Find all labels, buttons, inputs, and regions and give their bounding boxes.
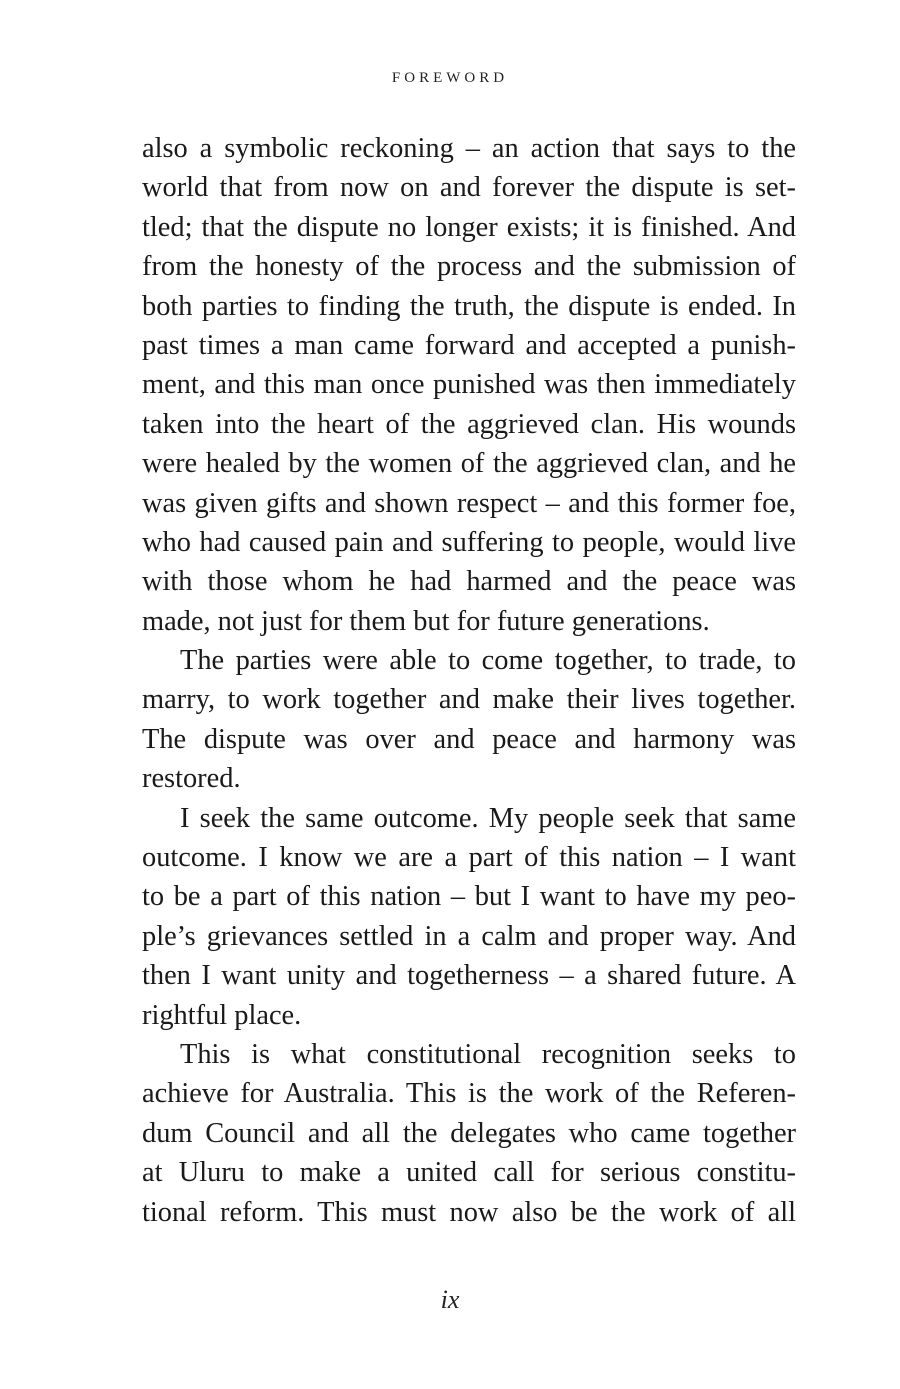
text-line: The dispute was over and peace and harmony was	[142, 723, 796, 755]
text-line: taken into the heart of the aggrieved clan. His wounds	[142, 408, 796, 440]
text-line: The parties were able to come together, to trade, to	[180, 645, 796, 677]
text-line: with those whom he had harmed and the peace was	[142, 566, 796, 598]
text-line: were healed by the women of the aggrieved clan, and he	[142, 448, 796, 480]
text-line: world that from now on and forever the dispute is set-	[142, 172, 796, 204]
text-line: dum Council and all the delegates who came together	[142, 1117, 796, 1149]
text-line: marry, to work together and make their lives together.	[142, 684, 796, 716]
text-line: was given gifts and shown respect – and this former foe,	[142, 487, 796, 519]
text-line: then I want unity and togetherness – a shared future. A	[142, 960, 796, 992]
text-line: both parties to finding the truth, the dispute is ended. In	[142, 290, 796, 322]
text-line: This is what constitutional recognition seeks to	[180, 1038, 796, 1070]
body-text	[142, 129, 796, 1232]
text-line: tional reform. This must now also be the work of all	[142, 1196, 796, 1228]
text-line: to be a part of this nation – but I want to have my peo-	[142, 881, 796, 913]
page-number: ix	[440, 1285, 460, 1314]
text-line: achieve for Australia. This is the work of the Referen-	[142, 1078, 796, 1110]
text-line: also a symbolic reckoning – an action that says to the	[142, 133, 796, 164]
text-line: rightful place.	[142, 999, 302, 1031]
text-line: who had caused pain and suffering to people, would live	[142, 526, 796, 558]
text-line: from the honesty of the process and the submission of	[142, 251, 796, 283]
text-line: past times a man came forward and accepted a punish-	[142, 329, 796, 361]
running-head: FOREWORD	[391, 70, 509, 86]
text-line: outcome. I know we are a part of this nation – I want	[142, 842, 796, 874]
text-line: at Uluru to make a united call for serious constitu-	[142, 1157, 796, 1189]
text-line: tled; that the dispute no longer exists; it is finished. And	[142, 211, 796, 243]
text-line: restored.	[142, 763, 241, 795]
text-line: ment, and this man once punished was then immediately	[142, 369, 796, 401]
text-line: made, not just for them but for future generations.	[142, 605, 710, 637]
text-line: I seek the same outcome. My people seek that same	[180, 802, 796, 834]
text-line: ple’s grievances settled in a calm and proper way. And	[142, 920, 796, 952]
